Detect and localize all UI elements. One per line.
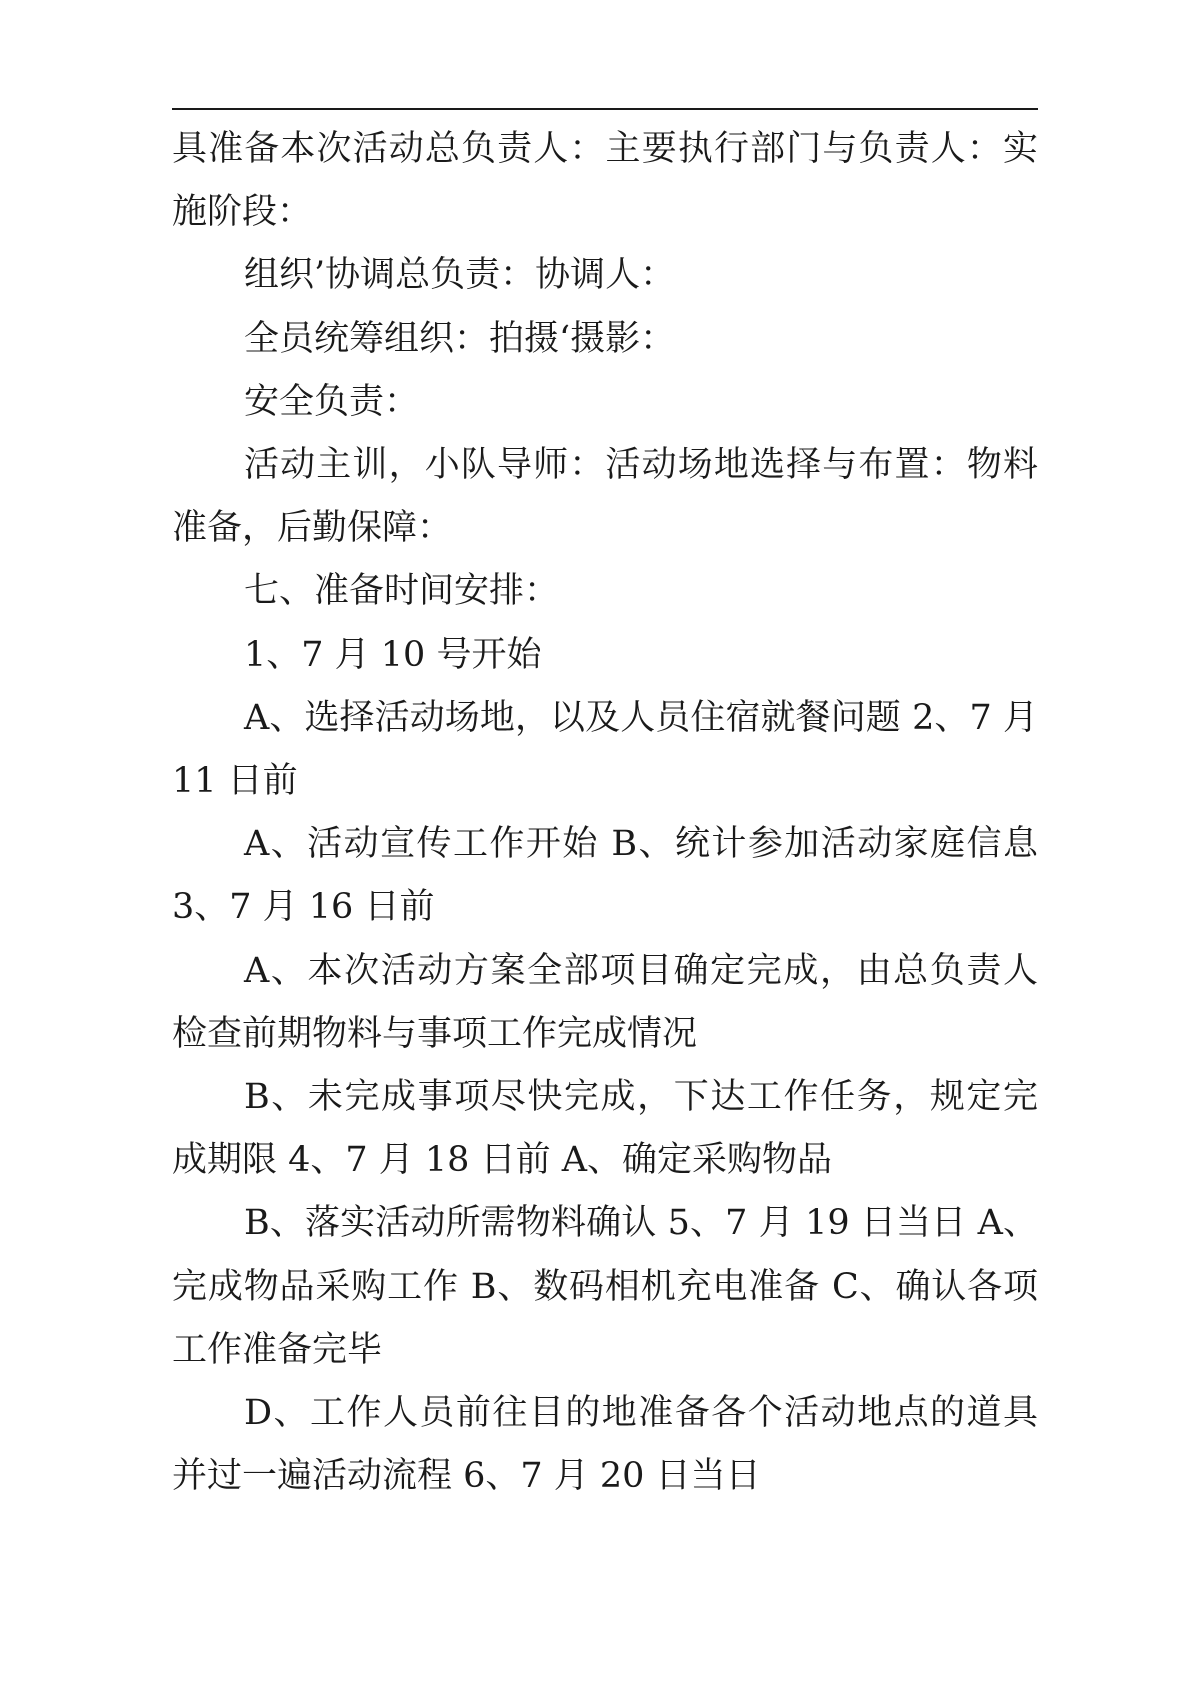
paragraph: 全员统筹组织：拍摄‘摄影：: [244, 318, 676, 359]
section-heading: 七、准备时间安排：: [244, 571, 560, 612]
paragraph: A、选择活动场地，以及人员住宿就餐问题 2、7 月 11 日前: [172, 697, 1038, 802]
paragraph: A、活动宣传工作开始 B、统计参加活动家庭信息 3、7 月 16 日前: [172, 824, 1038, 928]
paragraph: D、工作人员前往目的地准备各个活动地点的道具并过一遍活动流程 6、7 月 20 日当日: [172, 1393, 1038, 1497]
paragraph: 安全负责：: [244, 381, 420, 422]
body-text: [172, 118, 1038, 1508]
paragraph: A、本次活动方案全部项目确定完成，由总负责人检查前期物料与事项工作完成情况: [172, 950, 1038, 1054]
paragraph: B、落实活动所需物料确认 5、7 月 19 日当日 A、完成物品采购工作 B、数码相机充电准备 C、确认各项工作准备完毕: [172, 1203, 1038, 1370]
paragraph: 具准备本次活动总负责人：主要执行部门与负责人：实施阶段：: [172, 129, 1038, 233]
paragraph: 活动主训，小队导师：活动场地选择与布置：物料准备，后勤保障：: [172, 445, 1038, 549]
paragraph: 1、7 月 10 号开始: [244, 634, 542, 675]
paragraph: B、未完成事项尽快完成，下达工作任务，规定完成期限 4、7 月 18 日前 A、确定采购物品: [172, 1077, 1038, 1181]
header-rule: [172, 108, 1038, 110]
paragraph: 组织’协调总负责：协调人：: [244, 255, 676, 296]
